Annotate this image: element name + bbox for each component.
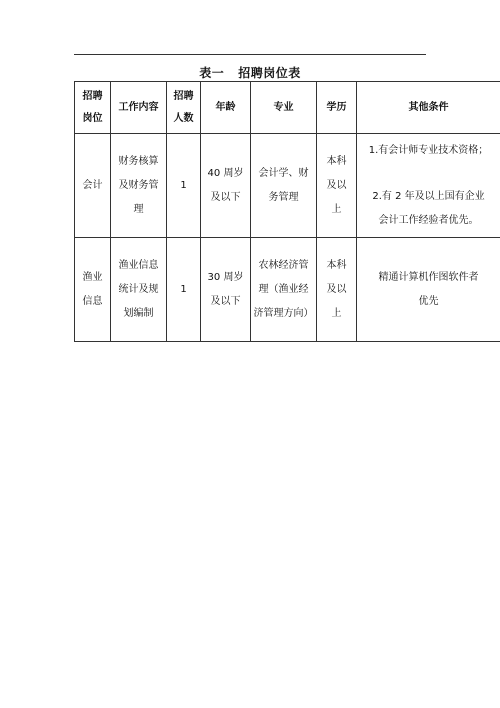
cell-major: 会计学、财 务管理: [251, 134, 317, 238]
cell-age: 30 周岁 及以下: [201, 238, 251, 342]
table-row: [75, 134, 500, 238]
cell-degree: 本科 及以 上: [317, 238, 357, 342]
table-title-main: 招聘岗位表: [238, 66, 301, 80]
cell-count: 1: [167, 238, 201, 342]
cell-age: 40 周岁 及以下: [201, 134, 251, 238]
table-row: [75, 238, 500, 342]
header-position: 招聘 岗位: [75, 82, 111, 134]
cell-other: [357, 238, 500, 342]
cell-position: 渔业 信息: [75, 238, 111, 342]
cell-other: [357, 134, 500, 238]
cell-duty: 财务核算 及财务管 理: [111, 134, 167, 238]
table-header-row: [75, 82, 500, 134]
header-major: 专业: [251, 82, 317, 134]
cell-duty: 渔业信息 统计及规 划编制: [111, 238, 167, 342]
header-count: 招聘 人数: [167, 82, 201, 134]
table-title-prefix: 表一: [199, 66, 225, 80]
recruitment-table: [74, 81, 500, 342]
cell-position: 会计: [75, 134, 111, 238]
header-degree: 学历: [317, 82, 357, 134]
header-rule: [74, 54, 426, 55]
cell-count: 1: [167, 134, 201, 238]
header-age: 年龄: [201, 82, 251, 134]
header-other: 其他条件: [357, 82, 500, 134]
other-condition-1: 精通计算机作图软件者 优先: [378, 271, 479, 307]
other-condition-2: 2.有 2 年及以上国有企业 会计工作经验者优先。: [372, 190, 485, 226]
table-title: [0, 64, 500, 81]
other-condition-1: 1.有会计师专业技术资格；: [368, 144, 489, 156]
cell-major: 农林经济管 理（渔业经 济管理方向）: [251, 238, 317, 342]
cell-degree: 本科 及以 上: [317, 134, 357, 238]
header-duty: 工作内容: [111, 82, 167, 134]
